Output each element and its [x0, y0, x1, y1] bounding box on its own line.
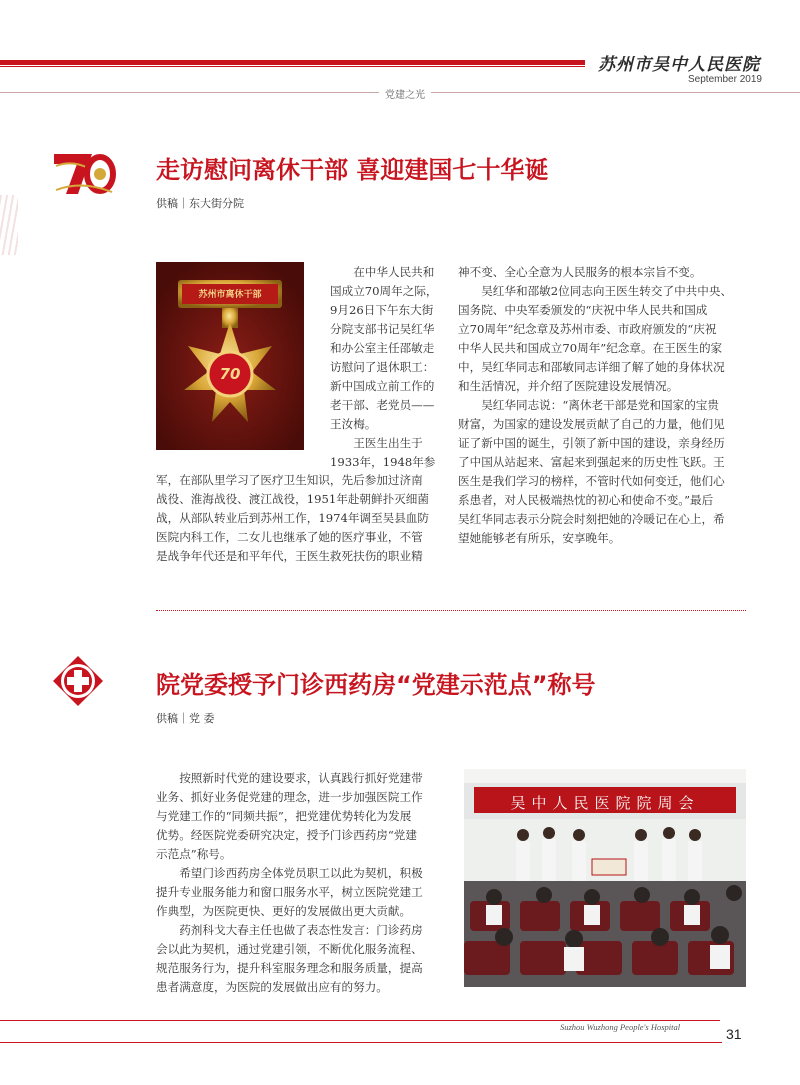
text-line: 按照新时代党的建设要求，认真践行抓好党建带 — [179, 771, 423, 785]
text-line: 分院支部书记吴红华 — [330, 322, 435, 336]
text-line: 王医生出生于 — [353, 436, 423, 450]
text-line: 神不变、全心全意为人民服务的根本宗旨不变。 — [458, 265, 702, 279]
header-red-rule — [0, 66, 585, 67]
text-line: 希望门诊西药房全体党员职工以此为契机，积极 — [179, 866, 423, 880]
text-line: 规范服务行为，提升科室服务理念和服务质量，提高 — [156, 961, 423, 975]
text-line: 1933年，1948年参 — [330, 455, 436, 469]
header-red-bar — [0, 60, 585, 65]
section-name: 党建之光 — [379, 86, 431, 101]
text-line: 望她能够老有所乐，安享晚年。 — [458, 531, 621, 545]
text-line: 财富，为国家的建设发展贡献了自己的力量，他们见 — [458, 417, 725, 431]
text-line: 患者满意度，为医院的发展做出应有的努力。 — [156, 980, 388, 994]
page-edge-decoration — [0, 195, 18, 255]
text-line: 新中国成立前工作的 — [330, 379, 435, 393]
text-line: 和办公室主任邵敏走 — [330, 341, 435, 355]
text-line: 会以此为契机，通过党建引领，不断优化服务流程、 — [156, 942, 423, 956]
text-line: 中华人民共和国成立70周年”纪念章。在王医生的家 — [458, 341, 723, 355]
seventy-anniversary-logo-icon — [52, 150, 116, 196]
footer-hospital-name: Suzhou Wuzhong People's Hospital — [560, 1022, 681, 1032]
text-line: 战，从部队转业后到苏州工作，1974年调至吴县血防 — [156, 511, 429, 525]
footer-rule-bottom — [0, 1042, 722, 1043]
text-line: 中，吴红华同志和邵敏同志详细了解了她的身体状况 — [458, 360, 725, 374]
article2-text — [156, 769, 444, 997]
text-line: 是战争年代还是和平年代，王医生救死扶伤的职业精 — [156, 549, 423, 563]
text-line: 王汝梅。 — [330, 417, 377, 431]
article-separator — [156, 610, 746, 611]
text-line: 9月26日下午东大街 — [330, 303, 434, 317]
text-line: 医生是我们学习的榜样，不管时代如何变迁，他们心 — [458, 474, 725, 488]
text-line: 战役、淮海战役、渡江战役，1951年赴朝鲜扑灭细菌 — [156, 492, 429, 506]
article1-right-column — [458, 263, 746, 548]
medal-label: 苏州市离休干部 — [198, 290, 262, 300]
issue-date: September 2019 — [688, 74, 762, 85]
text-line: 吴红华同志表示分院会时刻把她的冷暖记在心上，希 — [458, 512, 725, 526]
text-line: 了中国从站起来、富起来到强起来的历史性飞跃。王 — [458, 455, 725, 469]
article-title: 走访慰问离休干部 喜迎建国七十华诞 — [156, 156, 549, 184]
text-line: 在中华人民共和 — [353, 265, 435, 279]
text-line: 作典型，为医院更快、更好的发展做出更大贡献。 — [156, 904, 412, 918]
text-line: 国务院、中央军委颁发的“庆祝中华人民共和国成 — [458, 303, 708, 317]
text-line: 示范点”称号。 — [156, 847, 232, 861]
text-line: 业务、抓好业务促党建的理念，进一步加强医院工作 — [156, 790, 423, 804]
footer-rule — [0, 1020, 720, 1021]
red-cross-icon — [52, 655, 104, 707]
text-line: 国成立70周年之际， — [330, 284, 438, 298]
article1-wrap-text — [330, 263, 444, 472]
text-line: 吴红华和邵敏2位同志向王医生转交了中共中央、 — [481, 284, 733, 298]
text-line: 与党建工作的“同频共振”，把党建优势转化为发展 — [156, 809, 412, 823]
text-line: 吴红华同志说：“离休老干部是党和国家的宝贵 — [481, 398, 719, 412]
text-line: 老干部、老党员—— — [330, 398, 435, 412]
text-line: 医院内科工作，二女儿也继承了她的医疗事业，不管 — [156, 530, 423, 544]
text-line: 证了新中国的诞生，引领了新中国的建设，亲身经历 — [458, 436, 725, 450]
photo-banner-text: 吴中人民医院院周会 — [510, 794, 700, 812]
article-byline: 供稿｜东大街分院 — [156, 197, 244, 210]
medal-number: 70 — [219, 365, 241, 383]
article-title: 院党委授予门诊西药房“党建示范点”称号 — [156, 671, 596, 699]
hospital-name: 苏州市吴中人民医院 — [598, 55, 760, 75]
text-line: 药剂科戈大春主任也做了表态性发言：门诊药房 — [179, 923, 423, 937]
page-number: 31 — [726, 1026, 742, 1042]
text-line: 军，在部队里学习了医疗卫生知识，先后参加过济南 — [156, 473, 423, 487]
article-byline: 供稿｜党 委 — [156, 712, 215, 725]
text-line: 提升专业服务能力和窗口服务水平，树立医院党建工 — [156, 885, 423, 899]
article1-full-text — [156, 471, 444, 566]
text-line: 和生活情况，并介绍了医院建设发展情况。 — [458, 379, 679, 393]
text-line: 立70周年”纪念章及苏州市委、市政府颁发的“庆祝 — [458, 322, 717, 336]
text-line: 优势。经医院党委研究决定，授予门诊西药房“党建 — [156, 828, 417, 842]
text-line: 系患者，对人民极端热忱的初心和使命不变。”最后 — [458, 493, 714, 507]
text-line: 访慰问了退休职工： — [330, 360, 435, 374]
